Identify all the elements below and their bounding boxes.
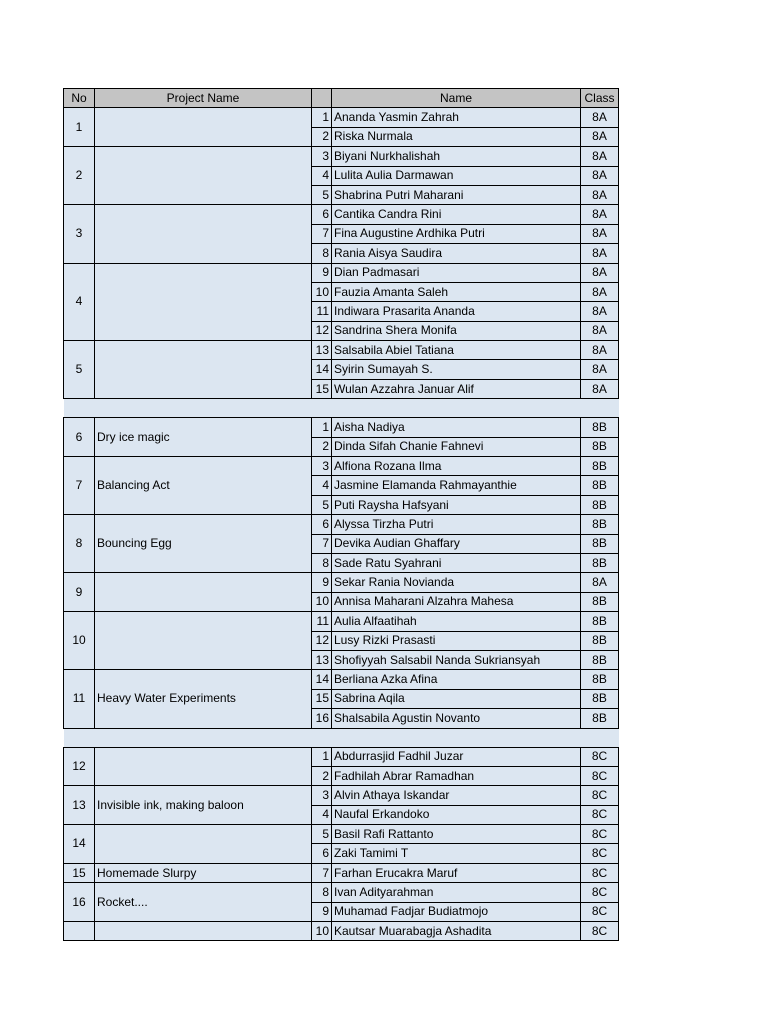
student-index: 3	[312, 786, 332, 805]
table-row	[64, 147, 619, 166]
table-row	[64, 205, 619, 224]
table-body	[64, 89, 619, 941]
student-index: 9	[312, 263, 332, 282]
table-row	[64, 573, 619, 592]
group-number: 15	[64, 863, 95, 882]
student-name: Alyssa Tirzha Putri	[332, 515, 581, 534]
student-name: Shofiyyah Salsabil Nanda Sukriansyah	[332, 650, 581, 669]
student-index: 9	[312, 902, 332, 921]
student-class: 8A	[581, 127, 619, 146]
student-name: Abdurrasjid Fadhil Juzar	[332, 747, 581, 766]
student-name: Farhan Erucakra Maruf	[332, 863, 581, 882]
student-name: Lulita Aulia Darmawan	[332, 166, 581, 185]
project-name	[95, 341, 312, 399]
student-class: 8B	[581, 553, 619, 572]
student-class: 8C	[581, 766, 619, 785]
group-number: 13	[64, 786, 95, 825]
student-index: 1	[312, 108, 332, 127]
student-name: Sekar Rania Novianda	[332, 573, 581, 592]
student-name: Devika Audian Ghaffary	[332, 534, 581, 553]
student-index: 5	[312, 185, 332, 204]
student-name: Salsabila Abiel Tatiana	[332, 341, 581, 360]
header-project-name: Project Name	[95, 89, 312, 108]
student-class: 8B	[581, 495, 619, 514]
table-row	[64, 263, 619, 282]
student-class: 8A	[581, 166, 619, 185]
student-class: 8B	[581, 476, 619, 495]
student-class: 8C	[581, 922, 619, 941]
student-index: 16	[312, 709, 332, 728]
student-name: Sandrina Shera Monifa	[332, 321, 581, 340]
student-name: Riska Nurmala	[332, 127, 581, 146]
student-class: 8C	[581, 883, 619, 902]
student-class: 8A	[581, 185, 619, 204]
student-class: 8B	[581, 670, 619, 689]
group-number: 9	[64, 573, 95, 612]
student-class: 8A	[581, 360, 619, 379]
student-name: Cantika Candra Rini	[332, 205, 581, 224]
student-class: 8B	[581, 709, 619, 728]
student-class: 8C	[581, 805, 619, 824]
student-index: 11	[312, 302, 332, 321]
student-index: 6	[312, 515, 332, 534]
student-name: Jasmine Elamanda Rahmayanthie	[332, 476, 581, 495]
project-name	[95, 747, 312, 786]
header-name: Name	[332, 89, 581, 108]
student-index: 8	[312, 244, 332, 263]
student-index: 4	[312, 805, 332, 824]
student-index: 15	[312, 689, 332, 708]
group-number: 2	[64, 147, 95, 205]
student-name: Aulia Alfaatihah	[332, 612, 581, 631]
student-index: 10	[312, 922, 332, 941]
student-name: Puti Raysha Hafsyani	[332, 495, 581, 514]
project-name: Balancing Act	[95, 457, 312, 515]
student-class: 8C	[581, 863, 619, 882]
project-name: Invisible ink, making baloon	[95, 786, 312, 825]
student-name: Shabrina Putri Maharani	[332, 185, 581, 204]
table-row	[64, 670, 619, 689]
group-number: 14	[64, 825, 95, 864]
project-name	[95, 263, 312, 341]
student-class: 8B	[581, 631, 619, 650]
table-row	[64, 108, 619, 127]
student-class: 8B	[581, 612, 619, 631]
table-row	[64, 341, 619, 360]
student-class: 8B	[581, 592, 619, 611]
student-name: Basil Rafi Rattanto	[332, 825, 581, 844]
student-name: Fauzia Amanta Saleh	[332, 282, 581, 301]
project-name	[95, 573, 312, 612]
section-gap-row	[64, 399, 619, 418]
group-number: 16	[64, 883, 95, 922]
section-gap	[64, 728, 619, 747]
student-index: 1	[312, 418, 332, 437]
student-class: 8C	[581, 844, 619, 863]
student-class: 8A	[581, 282, 619, 301]
student-name: Muhamad Fadjar Budiatmojo	[332, 902, 581, 921]
section-gap-row	[64, 728, 619, 747]
project-name	[95, 825, 312, 864]
student-index: 3	[312, 147, 332, 166]
student-name: Annisa Maharani Alzahra Mahesa	[332, 592, 581, 611]
group-number	[64, 922, 95, 941]
project-group-table	[63, 88, 619, 941]
project-name: Heavy Water Experiments	[95, 670, 312, 728]
project-name	[95, 612, 312, 670]
student-name: Sabrina Aqila	[332, 689, 581, 708]
student-index: 15	[312, 379, 332, 398]
student-class: 8B	[581, 689, 619, 708]
project-name	[95, 108, 312, 147]
student-name: Indiwara Prasarita Ananda	[332, 302, 581, 321]
student-index: 14	[312, 670, 332, 689]
table-row	[64, 747, 619, 766]
student-name: Alfiona Rozana Ilma	[332, 457, 581, 476]
student-name: Syirin Sumayah S.	[332, 360, 581, 379]
student-index: 2	[312, 437, 332, 456]
student-name: Naufal Erkandoko	[332, 805, 581, 824]
student-index: 12	[312, 321, 332, 340]
student-name: Fadhilah Abrar Ramadhan	[332, 766, 581, 785]
student-class: 8B	[581, 457, 619, 476]
header-no: No	[64, 89, 95, 108]
student-index: 5	[312, 825, 332, 844]
student-index: 1	[312, 747, 332, 766]
student-index: 12	[312, 631, 332, 650]
student-class: 8A	[581, 341, 619, 360]
table-row	[64, 612, 619, 631]
student-class: 8B	[581, 418, 619, 437]
project-name: Rocket....	[95, 883, 312, 922]
table-row	[64, 863, 619, 882]
student-name: Sade Ratu Syahrani	[332, 553, 581, 572]
student-index: 11	[312, 612, 332, 631]
table-row	[64, 825, 619, 844]
project-name: Homemade Slurpy	[95, 863, 312, 882]
student-index: 7	[312, 534, 332, 553]
student-index: 10	[312, 282, 332, 301]
student-index: 13	[312, 341, 332, 360]
student-name: Biyani Nurkhalishah	[332, 147, 581, 166]
student-name: Alvin Athaya Iskandar	[332, 786, 581, 805]
table-row	[64, 922, 619, 941]
student-name: Aisha Nadiya	[332, 418, 581, 437]
group-number: 6	[64, 418, 95, 457]
student-index: 7	[312, 224, 332, 243]
header-index	[312, 89, 332, 108]
student-index: 2	[312, 127, 332, 146]
student-class: 8A	[581, 224, 619, 243]
student-name: Dinda Sifah Chanie Fahnevi	[332, 437, 581, 456]
student-name: Dian Padmasari	[332, 263, 581, 282]
student-name: Fina Augustine Ardhika Putri	[332, 224, 581, 243]
section-gap	[64, 399, 619, 418]
table-row	[64, 786, 619, 805]
student-class: 8B	[581, 437, 619, 456]
student-index: 14	[312, 360, 332, 379]
student-index: 6	[312, 205, 332, 224]
group-number: 3	[64, 205, 95, 263]
student-index: 2	[312, 766, 332, 785]
project-name: Bouncing Egg	[95, 515, 312, 573]
student-name: Wulan Azzahra Januar Alif	[332, 379, 581, 398]
header-class: Class	[581, 89, 619, 108]
project-name	[95, 147, 312, 205]
group-number: 7	[64, 457, 95, 515]
group-number: 11	[64, 670, 95, 728]
student-index: 6	[312, 844, 332, 863]
student-index: 4	[312, 166, 332, 185]
student-name: Kautsar Muarabagja Ashadita	[332, 922, 581, 941]
group-number: 10	[64, 612, 95, 670]
student-index: 7	[312, 863, 332, 882]
group-number: 8	[64, 515, 95, 573]
student-class: 8A	[581, 263, 619, 282]
student-index: 8	[312, 553, 332, 572]
student-class: 8A	[581, 321, 619, 340]
group-number: 4	[64, 263, 95, 341]
project-name: Dry ice magic	[95, 418, 312, 457]
student-class: 8C	[581, 747, 619, 766]
student-index: 3	[312, 457, 332, 476]
student-index: 5	[312, 495, 332, 514]
group-number: 1	[64, 108, 95, 147]
student-name: Zaki Tamimi T	[332, 844, 581, 863]
student-name: Ivan Adityarahman	[332, 883, 581, 902]
student-class: 8A	[581, 244, 619, 263]
table-row	[64, 418, 619, 437]
student-class: 8A	[581, 573, 619, 592]
student-class: 8C	[581, 902, 619, 921]
student-class: 8B	[581, 515, 619, 534]
student-index: 4	[312, 476, 332, 495]
student-index: 10	[312, 592, 332, 611]
project-name	[95, 922, 312, 941]
header-row	[64, 89, 619, 108]
student-class: 8C	[581, 825, 619, 844]
student-class: 8C	[581, 786, 619, 805]
student-name: Shalsabila Agustin Novanto	[332, 709, 581, 728]
student-index: 13	[312, 650, 332, 669]
student-index: 8	[312, 883, 332, 902]
student-class: 8A	[581, 205, 619, 224]
project-name	[95, 205, 312, 263]
table-row	[64, 883, 619, 902]
student-class: 8A	[581, 147, 619, 166]
student-index: 9	[312, 573, 332, 592]
group-number: 12	[64, 747, 95, 786]
student-class: 8A	[581, 108, 619, 127]
student-name: Berliana Azka Afina	[332, 670, 581, 689]
student-name: Rania Aisya Saudira	[332, 244, 581, 263]
student-name: Lusy Rizki Prasasti	[332, 631, 581, 650]
student-class: 8A	[581, 379, 619, 398]
table-row	[64, 515, 619, 534]
student-name: Ananda Yasmin Zahrah	[332, 108, 581, 127]
student-class: 8B	[581, 650, 619, 669]
group-number: 5	[64, 341, 95, 399]
table-row	[64, 457, 619, 476]
student-class: 8A	[581, 302, 619, 321]
student-class: 8B	[581, 534, 619, 553]
